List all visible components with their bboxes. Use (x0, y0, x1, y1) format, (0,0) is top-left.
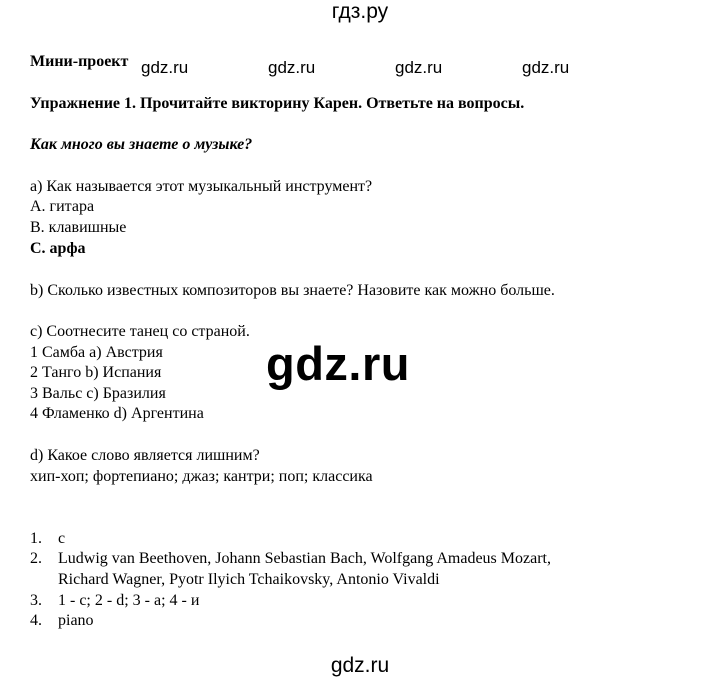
answer-text: Richard Wagner, Pyotr Ilyich Tchaikovsky, Antonio Vivaldi (58, 571, 440, 588)
question-a: a) Как называется этот музыкальный инструмент? (30, 178, 373, 195)
site-footer: gdz.ru (330, 654, 390, 677)
match-pair: 2 Танго b) Испания (30, 364, 162, 381)
answer-text: c (58, 530, 66, 547)
question-d: d) Какое слово является лишним? (30, 447, 260, 464)
answer-number: 4. (30, 612, 42, 629)
quiz-title: Как много вы знаете о музыке? (30, 136, 253, 153)
answer-item-continuation (30, 570, 440, 590)
answer-item (30, 611, 94, 631)
answer-item (30, 591, 199, 611)
option-b: B. клавишные (30, 219, 127, 236)
mini-project-heading: Мини-проект (30, 53, 129, 70)
answer-item (30, 549, 551, 569)
answer-item (30, 529, 65, 549)
question-c: c) Соотнесите танец со страной. (30, 323, 250, 340)
exercise-title: Упражнение 1. Прочитайте викторину Карен. Ответьте на вопросы. (30, 95, 525, 112)
watermark-4: gdz.ru (522, 58, 570, 77)
answer-number: 3. (30, 592, 42, 609)
watermark-2: gdz.ru (268, 58, 316, 77)
match-pair: 3 Вальс c) Бразилия (30, 385, 166, 402)
match-pair: 1 Самба a) Австрия (30, 344, 163, 361)
answer-number: 2. (30, 550, 42, 567)
answer-number: 1. (30, 530, 42, 547)
question-d-words: хип-хоп; фортепиано; джаз; кантри; поп; классика (30, 468, 373, 485)
option-c: C. арфа (30, 240, 86, 257)
watermark-large: gdz.ru (266, 337, 410, 390)
answer-text: piano (58, 612, 94, 629)
option-a: A. гитара (30, 198, 95, 215)
site-header: гдз.ру (331, 0, 389, 23)
watermark-3: gdz.ru (395, 58, 443, 77)
answer-text: Ludwig van Beethoven, Johann Sebastian Bach, Wolfgang Amadeus Mozart, (58, 550, 551, 567)
match-pair: 4 Фламенко d) Аргентина (30, 405, 204, 422)
question-b: b) Сколько известных композиторов вы знаете? Назовите как можно больше. (30, 282, 555, 299)
answer-text: 1 - c; 2 - d; 3 - a; 4 - и (58, 592, 200, 609)
watermark-1: gdz.ru (141, 58, 189, 77)
